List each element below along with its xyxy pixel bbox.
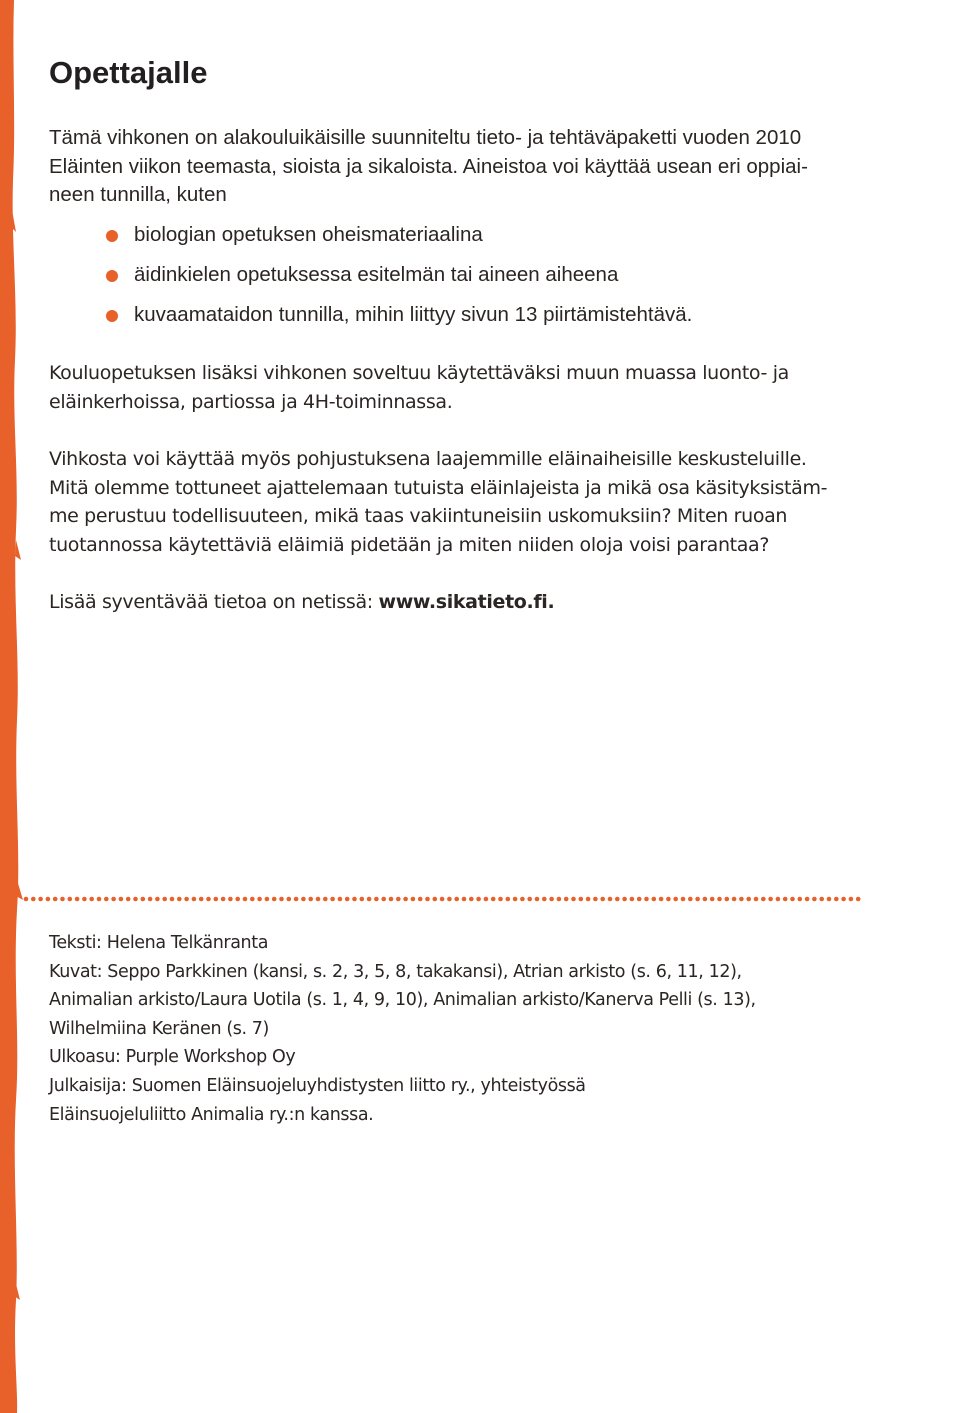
divider-dot [133,897,138,902]
paragraph-line: tuotannossa käytettäviä eläimiä pidetään ja miten niiden oloja voisi parantaa? [49,533,770,556]
divider-dot [316,897,321,902]
divider-dot [82,897,87,902]
divider-dot [418,897,423,902]
divider-dot [155,897,160,902]
bullet-dot-icon [106,270,118,282]
divider-dot [761,897,766,902]
divider-dot [681,897,686,902]
credit-line: Eläinsuojeluliitto Animalia ry.:n kanssa. [49,1104,374,1125]
divider-dot [119,897,124,902]
list-item [134,261,692,301]
divider-dot [819,897,824,902]
divider-dot [425,897,430,902]
divider-dot [666,897,671,902]
divider-dot [235,897,240,902]
divider-dot [732,897,737,902]
divider-dot [447,897,452,902]
page-title: Opettajalle [49,55,208,90]
divider-dot [411,897,416,902]
divider-dot [141,897,146,902]
divider-dot [396,897,401,902]
dotted-divider [23,895,863,903]
divider-dot [754,897,759,902]
divider-dot [805,897,810,902]
divider-dot [834,897,839,902]
bullet-dot-icon [106,230,118,242]
more-info-paragraph [49,588,554,617]
divider-dot [360,897,365,902]
divider-dot [192,897,197,902]
intro-line: Tämä vihkonen on alakouluikäisille suunniteltu tieto- ja tehtäväpaketti vuoden 2010 [49,126,802,149]
divider-dot [53,897,58,902]
usage-bullet-list [134,221,692,341]
more-info-text: Lisää syventävää tietoa on netissä: [49,591,379,613]
divider-dot [484,897,489,902]
divider-dot [177,897,182,902]
divider-dot [323,897,328,902]
divider-dot [659,897,664,902]
divider-dot [856,897,861,902]
divider-dot [491,897,496,902]
divider-dot [630,897,635,902]
divider-dot [68,897,73,902]
divider-dot [199,897,204,902]
divider-dot [454,897,459,902]
divider-dot [535,897,540,902]
divider-dot [520,897,525,902]
intro-line: neen tunnilla, kuten [49,183,227,207]
divider-dot [513,897,518,902]
credit-line: Kuvat: Seppo Parkkinen (kansi, s. 2, 3, 5, 8, takakansi), Atrian arkisto (s. 6, 11, 12), [49,961,742,982]
divider-dot [527,897,532,902]
credit-line: Ulkoasu: Purple Workshop Oy [49,1047,296,1068]
divider-dot [162,897,167,902]
divider-dot [746,897,751,902]
list-item [134,221,692,261]
divider-dot [571,897,576,902]
divider-dot [600,897,605,902]
divider-dot [221,897,226,902]
divider-dot [798,897,803,902]
divider-dot [381,897,386,902]
list-item-text: biologian opetuksen oheismateriaalina [134,223,483,246]
divider-dot [462,897,467,902]
divider-dot [579,897,584,902]
discussion-paragraph [49,445,827,559]
divider-dot [287,897,292,902]
divider-dot [652,897,657,902]
divider-dot [506,897,511,902]
divider-dot [776,897,781,902]
divider-dot [272,897,277,902]
divider-dot [695,897,700,902]
divider-dot [557,897,562,902]
divider-dot [97,897,102,902]
divider-dot [374,897,379,902]
divider-dot [352,897,357,902]
divider-dot [24,897,29,902]
divider-dot [841,897,846,902]
divider-dot [367,897,372,902]
divider-dot [389,897,394,902]
divider-dot [710,897,715,902]
divider-dot [644,897,649,902]
divider-dot [827,897,832,902]
divider-dot [111,897,116,902]
divider-dot [703,897,708,902]
divider-dot [498,897,503,902]
website-link[interactable]: www.sikatieto.fi. [378,591,555,613]
paragraph-line: me perustuu todellisuuteen, mikä taas vakiintuneisiin uskomuksiin? Miten ruoan [49,505,788,528]
divider-dot [586,897,591,902]
divider-dot [214,897,219,902]
divider-dot [542,897,547,902]
bullet-dot-icon [106,310,118,322]
divider-dot [717,897,722,902]
divider-dot [250,897,255,902]
intro-paragraph [49,124,884,210]
divider-dot [243,897,248,902]
divider-dot [184,897,189,902]
extracurricular-paragraph [49,359,789,416]
divider-dot [46,897,51,902]
list-item [134,301,692,341]
divider-dot [60,897,65,902]
divider-dot [279,897,284,902]
divider-dot [206,897,211,902]
divider-dot [783,897,788,902]
divider-dot [768,897,773,902]
intro-line: Eläinten viikon teemasta, sioista ja sikaloista. Aineistoa voi käyttää usean eri oppiai- [49,154,808,178]
orange-edge-stripe [0,0,26,1413]
paragraph-line: eläinkerhoissa, partiossa ja 4H-toiminnassa. [49,390,453,413]
divider-dot [790,897,795,902]
divider-dot [469,897,474,902]
divider-dot [330,897,335,902]
list-item-text: kuvaamataidon tunnilla, mihin liittyy sivun 13 piirtämistehtävä. [134,303,693,326]
divider-dot [31,897,36,902]
divider-dot [812,897,817,902]
divider-dot [725,897,730,902]
divider-dot [257,897,262,902]
divider-dot [338,897,343,902]
divider-dot [89,897,94,902]
divider-dot [593,897,598,902]
divider-dot [440,897,445,902]
divider-dot [476,897,481,902]
divider-dot [170,897,175,902]
divider-dot [228,897,233,902]
divider-dot [38,897,43,902]
divider-dot [564,897,569,902]
paragraph-line: Kouluopetuksen lisäksi vihkonen soveltuu käytettäväksi muun muassa luonto- ja [49,362,789,384]
divider-dot [148,897,153,902]
divider-dot [615,897,620,902]
credit-line: Animalian arkisto/Laura Uotila (s. 1, 4, 9, 10), Animalian arkisto/Kanerva Pelli (s. 13), [49,990,756,1011]
divider-dot [549,897,554,902]
paragraph-line: Vihkosta voi käyttää myös pohjustuksena laajemmille eläinaiheisille keskusteluille. [49,448,807,470]
list-item-text: äidinkielen opetuksessa esitelmän tai aineen aiheena [134,263,619,286]
divider-dot [126,897,131,902]
divider-dot [608,897,613,902]
divider-dot [849,897,854,902]
divider-dot [301,897,306,902]
divider-dot [622,897,627,902]
divider-dot [104,897,109,902]
divider-dot [688,897,693,902]
divider-dot [345,897,350,902]
divider-dot [308,897,313,902]
divider-dot [673,897,678,902]
credit-line: Wilhelmiina Keränen (s. 7) [49,1018,269,1039]
credit-line: Julkaisija: Suomen Eläinsuojeluyhdistysten liitto ry., yhteistyössä [49,1075,586,1096]
credits-block [49,929,756,1129]
divider-dot [739,897,744,902]
divider-dot [265,897,270,902]
divider-dot [75,897,80,902]
divider-dot [294,897,299,902]
divider-dot [433,897,438,902]
divider-dot [403,897,408,902]
paragraph-line: Mitä olemme tottuneet ajattelemaan tutuista eläinlajeista ja mikä osa käsityksistäm- [49,476,828,499]
credit-line: Teksti: Helena Telkänranta [49,933,269,953]
divider-dot [637,897,642,902]
